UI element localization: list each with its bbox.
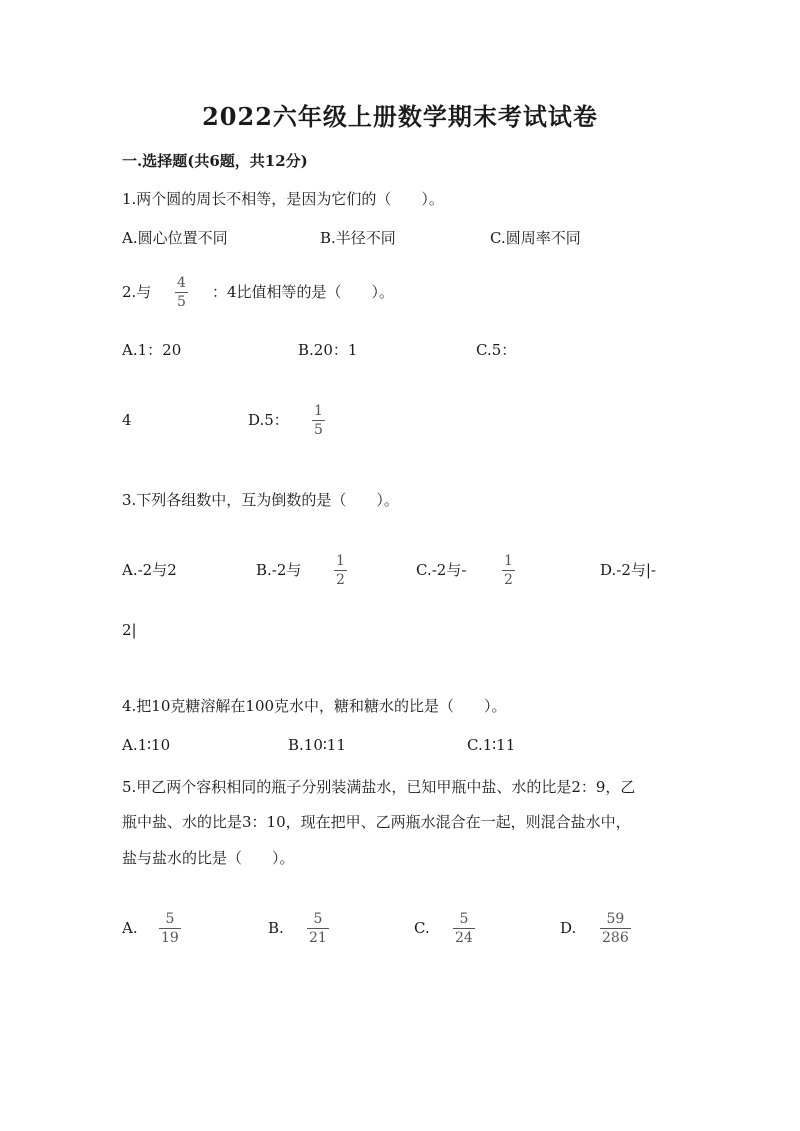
question-1-option-b: B.半径不同: [320, 229, 396, 247]
question-5-option-c: C.: [414, 919, 430, 937]
question-5-option-b-fraction: [307, 911, 329, 946]
question-1-option-a: A.圆心位置不同: [122, 229, 228, 247]
question-5-stem-line-2: 瓶中盐、水的比是3：10，现在把甲、乙两瓶水混合在一起，则混合盐水中，: [122, 813, 631, 831]
question-2-option-d: D.5：: [248, 411, 289, 429]
question-2-fraction: [175, 275, 188, 310]
question-3-option-c: C.-2与-: [416, 561, 467, 579]
fraction-denominator: 5: [177, 294, 186, 310]
fraction-bar: [600, 928, 631, 929]
question-3-option-d-continued: 2|: [122, 621, 137, 639]
question-2-option-c-continued: 4: [122, 411, 132, 429]
fraction-bar: [307, 928, 329, 929]
fraction-denominator: 19: [161, 930, 179, 946]
question-2-stem-end: ：4比值相等的是（ ）。: [212, 283, 395, 301]
fraction-denominator: 286: [602, 930, 629, 946]
section-heading: 一.选择题(共6题，共12分): [122, 152, 308, 170]
page-title: 2022六年级上册数学期末考试试卷: [202, 102, 598, 131]
question-4-option-a: A.1∶10: [122, 736, 171, 754]
fraction-numerator: 1: [504, 553, 513, 569]
question-5-option-b: B.: [268, 919, 284, 937]
fraction-numerator: 59: [606, 911, 625, 927]
fraction-bar: [453, 928, 475, 929]
fraction-denominator: 2: [336, 572, 345, 588]
fraction-numerator: 5: [165, 911, 175, 927]
fraction-numerator: 4: [177, 275, 186, 291]
question-5-option-a: A.: [122, 919, 138, 937]
question-5-option-c-fraction: [453, 911, 475, 946]
question-3-option-b: B.-2与: [256, 561, 302, 579]
question-5-option-a-fraction: [159, 911, 181, 946]
fraction-denominator: 2: [504, 572, 513, 588]
question-3-option-a: A.-2与2: [122, 561, 177, 579]
question-5-option-d-fraction: [600, 911, 631, 946]
fraction-bar: [502, 570, 515, 571]
fraction-numerator: 1: [314, 403, 323, 419]
question-4-option-b: B.10∶11: [288, 736, 346, 754]
question-1-stem: 1.两个圆的周长不相等，是因为它们的（ ）。: [122, 190, 444, 208]
question-4-stem: 4.把10克糖溶解在100克水中，糖和糖水的比是（ ）。: [122, 697, 507, 715]
fraction-numerator: 1: [336, 553, 345, 569]
fraction-denominator: 5: [314, 422, 323, 438]
fraction-bar: [312, 420, 325, 421]
question-3-option-c-fraction: [502, 553, 515, 588]
fraction-bar: [159, 928, 181, 929]
question-2-option-c: C.5：: [476, 341, 517, 359]
question-4-option-c: C.1∶11: [467, 736, 516, 754]
question-1-option-c: C.圆周率不同: [490, 229, 581, 247]
fraction-denominator: 24: [455, 930, 473, 946]
question-3-option-d: D.-2与|-: [600, 561, 656, 579]
question-3-option-b-fraction: [334, 553, 347, 588]
question-5-stem-line-3: 盐与盐水的比是（ ）。: [122, 849, 295, 867]
question-5-option-d: D.: [560, 919, 577, 937]
question-2-option-a: A.1：20: [122, 341, 182, 359]
question-3-stem: 3.下列各组数中，互为倒数的是（ ）。: [122, 491, 399, 509]
fraction-bar: [175, 292, 188, 293]
question-2-stem-start: 2.与: [122, 283, 152, 301]
fraction-denominator: 21: [309, 930, 327, 946]
question-2-option-b: B.20：1: [298, 341, 358, 359]
fraction-bar: [334, 570, 347, 571]
fraction-numerator: 5: [459, 911, 469, 927]
fraction-numerator: 5: [313, 911, 323, 927]
question-5-stem-line-1: 5.甲乙两个容积相同的瓶子分别装满盐水，已知甲瓶中盐、水的比是2：9，乙: [122, 778, 636, 796]
question-2-option-d-fraction: [312, 403, 325, 438]
